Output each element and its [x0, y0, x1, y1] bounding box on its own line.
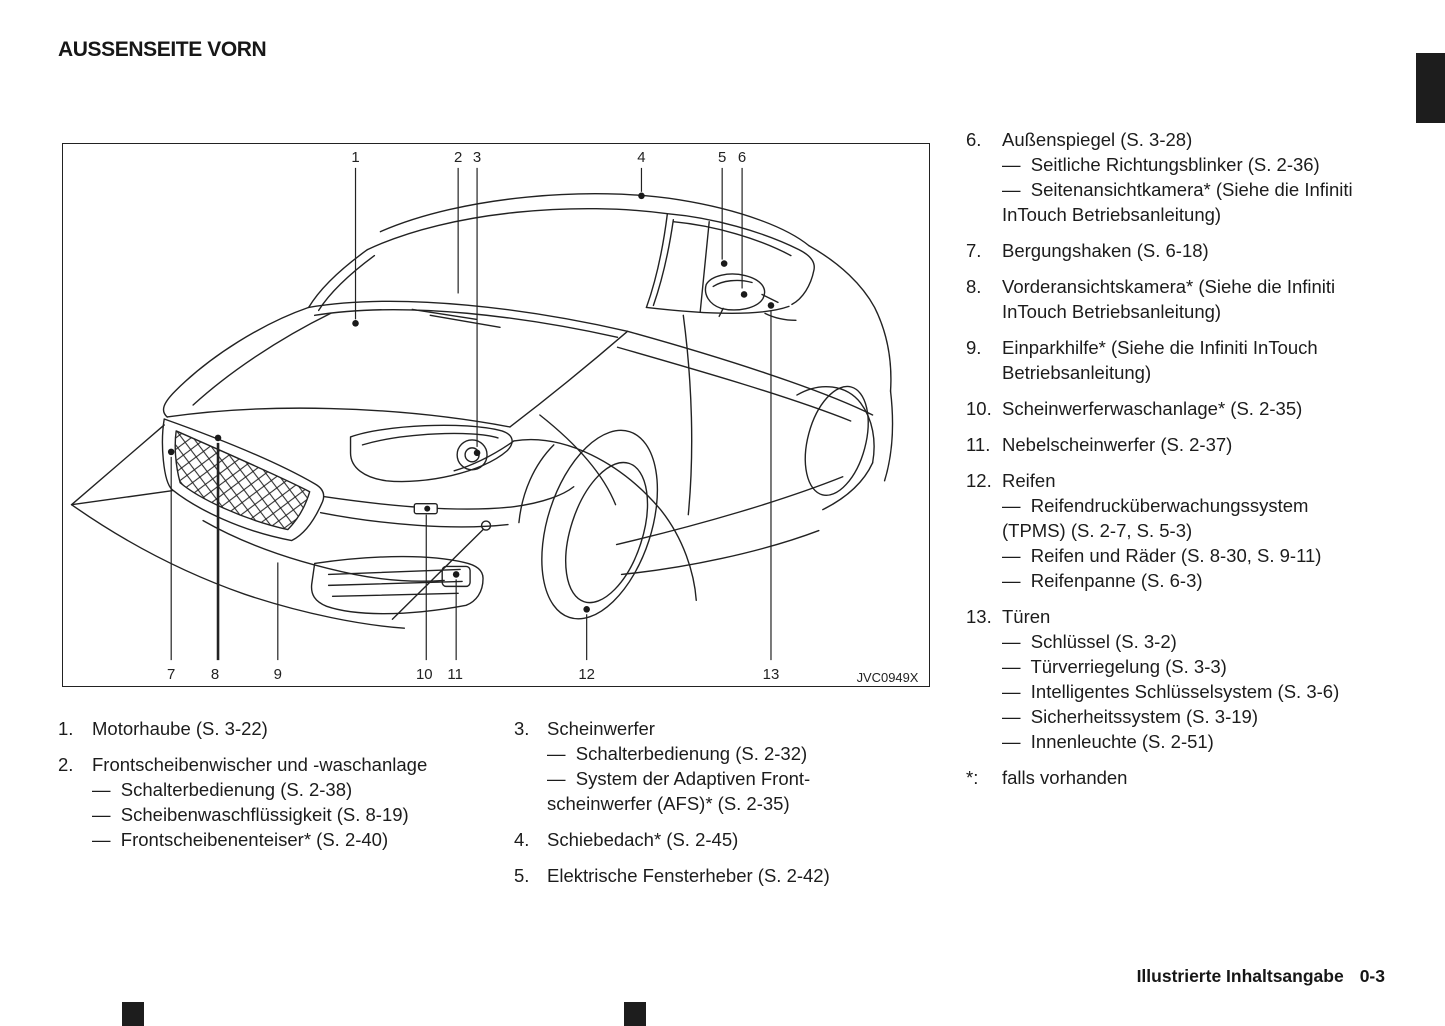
- callout-label-2: 2: [453, 148, 463, 166]
- roof-line: [380, 194, 808, 246]
- callout-label-10: 10: [415, 666, 433, 684]
- callout-label-8: 8: [210, 666, 220, 684]
- callout-dot-5: [721, 260, 728, 267]
- headlight-projector: [457, 440, 487, 470]
- legend-item: [966, 396, 1426, 421]
- legend-item-number: 6.: [966, 129, 982, 150]
- legend-item-number: 5.: [514, 865, 530, 886]
- legend-item-number: 1.: [58, 718, 74, 739]
- rear-tire: [794, 380, 879, 503]
- callout-dot-10: [424, 506, 430, 512]
- legend-line: falls vorhanden: [1002, 767, 1128, 788]
- legend-line: — Seitliche Richtungsblinker (S. 2-36): [1002, 154, 1320, 175]
- legend-column-middle: [514, 716, 924, 899]
- legend-line: InTouch Betriebsanleitung): [1002, 204, 1222, 225]
- legend-line: — Frontscheibenenteiser* (S. 2-40): [92, 829, 389, 850]
- legend-item: [58, 716, 498, 741]
- legend-column-left: [58, 716, 498, 863]
- footer-page-number: 0-3: [1359, 966, 1385, 986]
- legend-item-number: 7.: [966, 240, 982, 261]
- legend-line: Türen: [1002, 606, 1051, 627]
- legend-item: [966, 238, 1426, 263]
- legend-line: Vorderansichtskamera* (Siehe die Infiniti: [1002, 276, 1336, 297]
- car-front-illustration: [63, 144, 929, 686]
- callout-label-13: 13: [762, 666, 780, 684]
- callout-label-9: 9: [273, 666, 282, 684]
- legend-item-number: 13.: [966, 606, 992, 627]
- legend-line: — Türverriegelung (S. 3-3): [1002, 656, 1227, 677]
- legend-line: Elektrische Fensterheber (S. 2-42): [547, 865, 830, 886]
- callout-dot-7: [168, 449, 175, 456]
- page-footer: [1137, 966, 1385, 987]
- legend-item: [966, 432, 1426, 457]
- callout-dot-6: [741, 291, 748, 298]
- door-handle-detail: [765, 313, 796, 320]
- callout-label-3: 3: [472, 148, 482, 166]
- legend-line: Betriebsanleitung): [1002, 362, 1152, 383]
- callout-dot-8: [215, 435, 222, 442]
- car-body-lines: [72, 194, 893, 634]
- legend-line: — Sicherheitssystem (S. 3-19): [1002, 706, 1258, 727]
- print-registration-mark: [122, 1002, 144, 1026]
- hood-edge: [164, 307, 309, 417]
- legend-item-number: 4.: [514, 829, 530, 850]
- legend-line: — Scheibenwaschflüssigkeit (S. 8-19): [92, 804, 409, 825]
- front-rim: [550, 452, 663, 613]
- legend-line: — Schalterbedienung (S. 2-38): [92, 779, 353, 800]
- legend-line: — System der Adaptiven Front-: [547, 768, 811, 789]
- legend-item: [514, 716, 924, 816]
- callout-label-11: 11: [447, 666, 463, 684]
- legend-item-number: 3.: [514, 718, 530, 739]
- side-mirror: [705, 274, 764, 310]
- callout-label-6: 6: [737, 148, 747, 166]
- legend-line: — Intelligentes Schlüsselsystem (S. 3-6): [1002, 681, 1340, 702]
- legend-line: Motorhaube (S. 3-22): [92, 718, 268, 739]
- legend-line: — Schlüssel (S. 3-2): [1002, 631, 1177, 652]
- legend-item: [514, 827, 924, 852]
- legend-line: — Reifenpanne (S. 6-3): [1002, 570, 1203, 591]
- callout-dot-3: [474, 450, 481, 457]
- callout-dot-4: [638, 193, 645, 200]
- legend-item-number: 9.: [966, 337, 982, 358]
- legend-line: Reifen: [1002, 470, 1056, 491]
- legend-line: scheinwerfer (AFS)* (S. 2-35): [547, 793, 790, 814]
- legend-line: InTouch Betriebsanleitung): [1002, 301, 1222, 322]
- callout-dot-12: [583, 606, 590, 613]
- legend-line: — Schalterbedienung (S. 2-32): [547, 743, 808, 764]
- legend-line: Einparkhilfe* (Siehe die Infiniti InTouch: [1002, 337, 1318, 358]
- callout-dot-1: [352, 320, 359, 327]
- callout-label-5: 5: [718, 148, 727, 166]
- legend-item: [966, 335, 1426, 385]
- callout-label-7: 7: [167, 666, 176, 684]
- legend-item: [58, 752, 498, 852]
- legend-item-number: 10.: [966, 398, 992, 419]
- legend-item: [966, 274, 1426, 324]
- callout-labels: [167, 149, 779, 683]
- legend-item: [966, 604, 1426, 754]
- legend-item: [966, 468, 1426, 593]
- callout-lines: [171, 168, 771, 660]
- legend-line: — Reifendrucküberwachungssystem: [1002, 495, 1309, 516]
- windshield-base: [309, 301, 628, 331]
- front-wheel-arch: [514, 440, 696, 601]
- callout-dot-11: [453, 571, 460, 578]
- legend-line: Frontscheibenwischer und -waschanlage: [92, 754, 428, 775]
- callout-dot-13: [768, 302, 775, 309]
- legend-item: [966, 127, 1426, 227]
- legend-line: Scheinwerferwaschanlage* (S. 2-35): [1002, 398, 1303, 419]
- legend-line: Nebelscheinwerfer (S. 2-37): [1002, 434, 1233, 455]
- legend-item: [514, 863, 924, 888]
- legend-line: Scheinwerfer: [547, 718, 655, 739]
- page-title: AUSSENSEITE VORN: [58, 38, 267, 61]
- legend-item-number: 8.: [966, 276, 982, 297]
- legend-line: Außenspiegel (S. 3-28): [1002, 129, 1193, 150]
- legend-item-number: 2.: [58, 754, 74, 775]
- callout-label-4: 4: [637, 148, 646, 166]
- legend-line: Schiebedach* (S. 2-45): [547, 829, 739, 850]
- chapter-tab-mark: [1416, 53, 1445, 123]
- legend-column-right: [966, 127, 1426, 801]
- legend-line: — Reifen und Räder (S. 8-30, S. 9-11): [1002, 545, 1322, 566]
- callout-label-12: 12: [578, 666, 595, 684]
- legend-item-number: 12.: [966, 470, 992, 491]
- legend-item-number: 11.: [966, 434, 991, 455]
- legend-item-number: *:: [966, 767, 979, 788]
- legend-item: [966, 765, 1426, 790]
- legend-line: (TPMS) (S. 2-7, S. 5-3): [1002, 520, 1193, 541]
- callout-label-1: 1: [351, 148, 360, 166]
- legend-line: — Innenleuchte (S. 2-51): [1002, 731, 1214, 752]
- legend-line: Bergungshaken (S. 6-18): [1002, 240, 1209, 261]
- car-diagram-frame: [62, 143, 930, 687]
- legend-line: — Seitenansichtkamera* (Siehe die Infiniti: [1002, 179, 1353, 200]
- print-registration-mark: [624, 1002, 646, 1026]
- footer-chapter-title: Illustrierte Inhaltsangabe: [1136, 966, 1344, 986]
- figure-code-label: JVC0949X: [856, 670, 919, 686]
